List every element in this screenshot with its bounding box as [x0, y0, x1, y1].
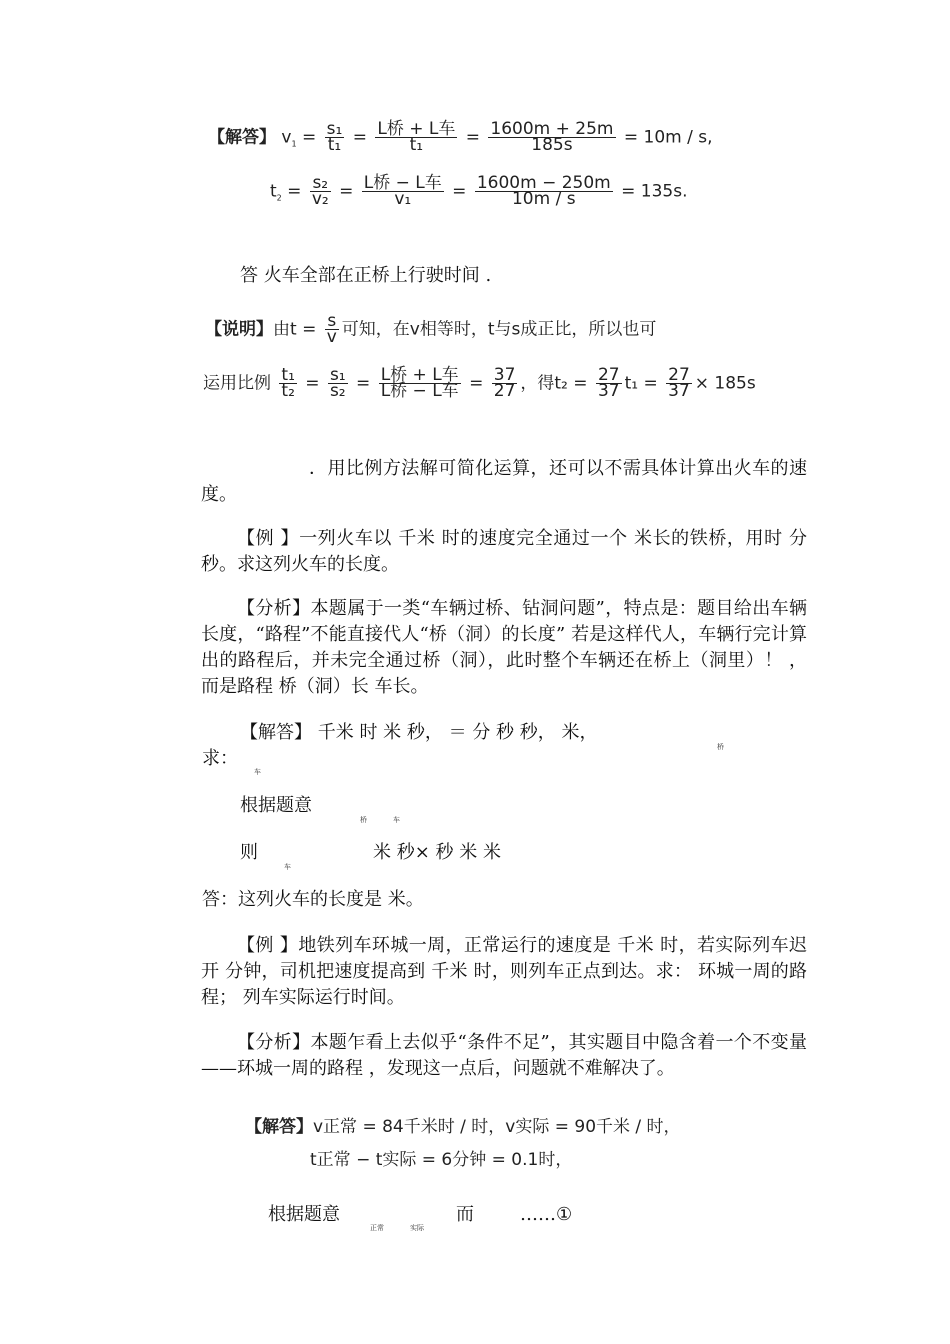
basis-2: 根据题意	[268, 1204, 340, 1225]
answer-line-2: 答：这列火车的长度是 米。	[202, 889, 424, 910]
basis-2-er: 而	[456, 1204, 474, 1225]
formula-t2: $t_2$ = $\frac{\text{s₂}}{\text{v₂}}$ = L桥 − L车 v₁ = $\frac{1600m - 250m}{10m / s}$ = 135s.	[270, 173, 688, 209]
answer-line-1: 答 火车全部在正桥上行驶时间 .	[240, 265, 492, 286]
basis-1: 根据题意	[240, 795, 312, 816]
subscript-che: 车	[284, 863, 291, 871]
equation-marker: ……①	[520, 1204, 573, 1225]
subscript-shiji: 实际	[410, 1224, 424, 1232]
analysis-2: 【分析】本题乍看上去似乎“条件不足”，其实题目中隐含着一个不变量——环城一周的路程 ，发现这一点后，问题就不难解决了。	[201, 1032, 807, 1079]
fraction: L桥 − L车 v₁	[363, 173, 442, 209]
solution-2-line-1: 【解答】v正常 = 84千米时 / 时，v实际 = 90千米 / 时，	[245, 1117, 681, 1137]
example-1: 【例 】一列火车以 千米 时的速度完全通过一个 米长的铁桥，用时 分 秒。求这列火车的长度。	[201, 528, 807, 575]
fraction: $\frac{1600m + 25m}{185s}$	[490, 119, 614, 155]
subscript-che: 车	[254, 768, 261, 776]
analysis-1: 【分析】本题属于一类“车辆过桥、钻洞问题”，特点是：题目给出车辆长度，“路程”不能直接代人“桥（洞）的长度” 若是这样代人，车辆行完计算出的路程后，并未完全通过桥（洞），此时整个车辆还在桥上（洞里）！ ，而是路程 桥（洞）长 车长。	[201, 598, 807, 697]
fraction: $\frac{\text{s₁}}{\text{t₁}}$	[326, 119, 343, 155]
note-conclusion: ．用比例方法解可简化运算，还可以不需具体计算出火车的速度。	[201, 458, 807, 505]
fraction: $\frac{\text{t₁}}{\text{t₂}}$	[281, 365, 295, 401]
solution-1-line-1: 【解答】 千米 时 米 秒， ＝ 分 秒 秒， 米，	[240, 722, 598, 743]
solution-label: 【解答】	[208, 127, 276, 148]
solution-1-line-2: 求：	[202, 748, 238, 769]
then-1: 则	[240, 842, 258, 863]
subscript-qiao: 桥	[360, 816, 367, 824]
fraction: $\frac{27}{37}$	[597, 365, 620, 401]
solution-2-line-2: t正常 − t实际 = 6分钟 = 0.1时，	[310, 1150, 573, 1170]
ratio-formula: 运用比例 $\frac{\text{t₁}}{\text{t₂}}$ = $\frac{\text{s₁}}{\text{s₂}}$ = L桥 + L车 L桥 − L车 = $\frac{37}{27}$ ，得t₂ = $\frac{27}{37}$ t₁ = $\frac{27}{37}$ × 185s	[203, 365, 756, 401]
solution-label: 【解答】	[245, 1117, 313, 1137]
example-2: 【例 】地铁列车环城一周，正常运行的速度是 千米 时，若实际列车迟开 分钟，司机把速度提高到 千米 时，则列车正点到达。求： 环城一周的路程； 列车实际运行时间。	[201, 935, 807, 1008]
formula-v1: 【解答】 $v_1$ = $\frac{\text{s₁}}{\text{t₁}}$ = L桥 + L车 t₁ = $\frac{1600m + 25m}{185s}$ = 10m / s,	[208, 119, 713, 155]
subscript-qiao: 桥	[717, 743, 724, 751]
subscript-che: 车	[393, 816, 400, 824]
then-1-rest: 米 秒× 秒 米 米	[373, 842, 501, 863]
note-label: 【说明】	[205, 319, 273, 340]
fraction: $\frac{\text{s₁}}{\text{s₂}}$	[329, 365, 346, 401]
fraction: $\frac{27}{37}$	[668, 365, 690, 401]
note-line: 【说明】由t = $\frac{s}{v}$ 可知，在v相等时，t与s成正比，所以也可	[205, 311, 657, 347]
fraction: L桥 + L车 t₁	[377, 119, 456, 155]
fraction: L桥 + L车 L桥 − L车	[380, 365, 459, 401]
fraction: $\frac{37}{27}$	[493, 365, 516, 401]
fraction: $\frac{1600m - 250m}{10m / s}$	[476, 173, 611, 209]
fraction: $\frac{s}{v}$	[326, 311, 337, 347]
fraction: $\frac{\text{s₂}}{\text{v₂}}$	[311, 173, 329, 209]
subscript-zhengchang: 正常	[370, 1224, 384, 1232]
